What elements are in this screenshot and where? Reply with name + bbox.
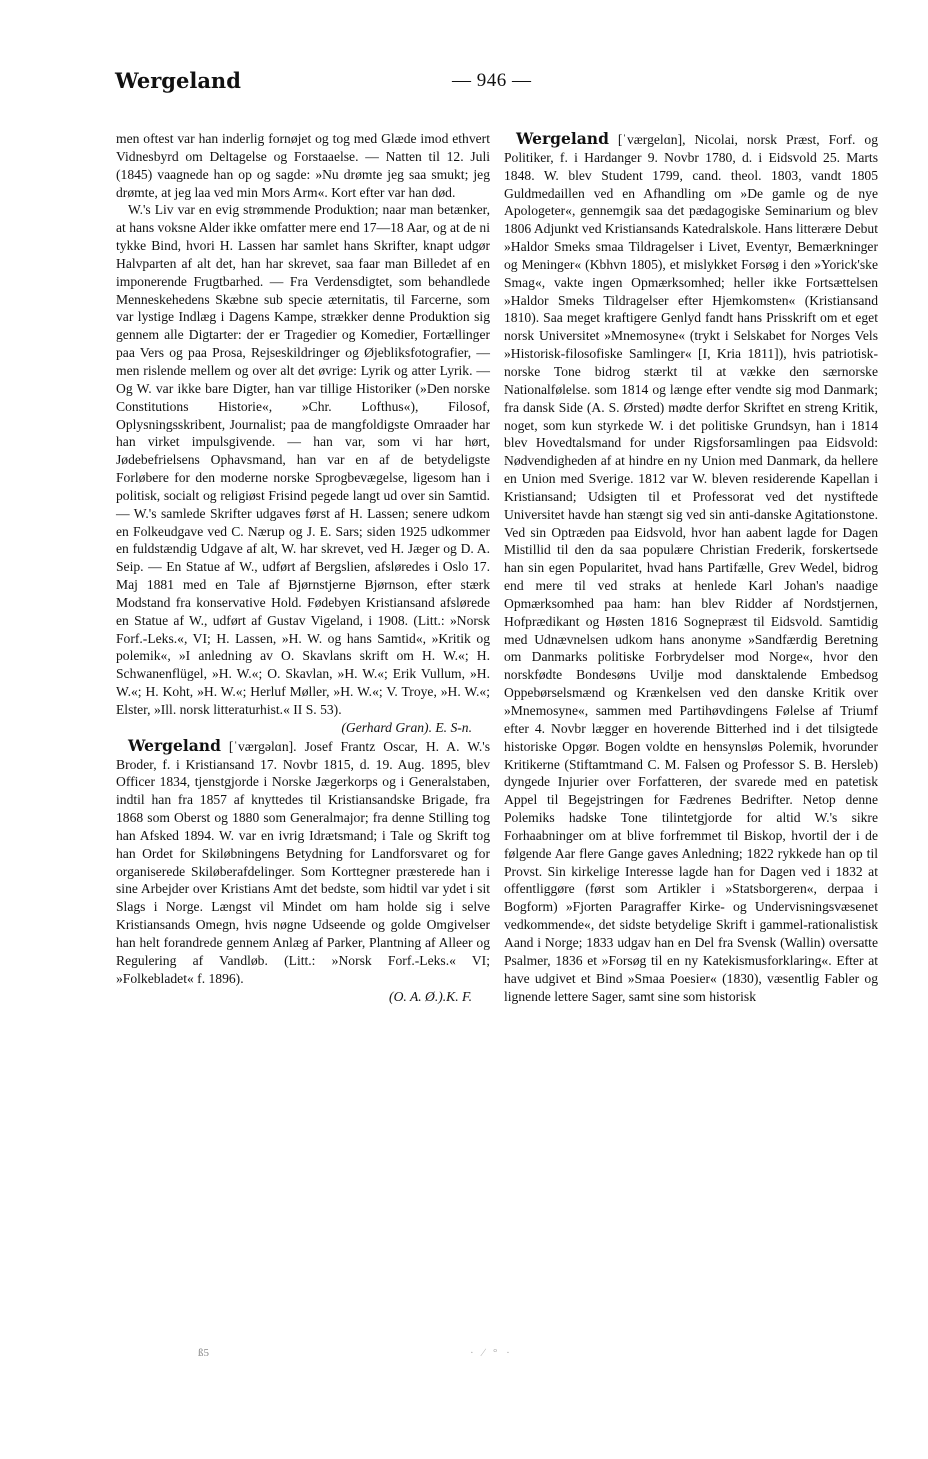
paragraph-continuation: men oftest var han inderlig fornøjet og tog med Glæde imod ethvert Vidnesbyrd om Deltagelse og Forstaaelse. — Natten til 12. Juli (1845) vaagnede han op og sagde: »Nu drømte jeg saa smukt; jeg drømte, at jeg laa ved min Mors Arm«. Kort efter var han død. [116, 131, 490, 200]
running-headword: Wergeland [115, 68, 241, 93]
entry-headword: Wergeland [516, 129, 609, 148]
footer-smudge: · ∕ ° · [470, 1347, 513, 1359]
right-column [504, 130, 878, 1005]
entry-nicolai [504, 130, 878, 1005]
entry-josef-frantz-oscar [116, 737, 490, 988]
entry-headword: Wergeland [128, 735, 221, 755]
left-column [116, 130, 490, 1005]
page-header [0, 68, 928, 100]
author-signature-2: (O. A. Ø.).K. F. [389, 988, 472, 1004]
paragraph-works: W.'s Liv var en evig strømmende Produktion; naar man betænker, at hans voksne Alder ikke omfatter mere end 17—18 Aar, og at de ni tykke Bind, hvori H. Lassen har samlet hans Skrifter, knapt udgør Halvparten af alt det, han har skrevet, saa faar man Billedet af en imponerende Frugtbarhed. — Fra Verdensdigtet, som behandlede Menneskehedens Skæbne sub specie æternitatis, til Farcerne, som var lystige Indlæg i Dagens Kampe, strækker denne Produktion sig gennem alle Digtarter: der er Tragedier og Komedier, Fortællinger paa Vers og paa Prosa, Rejseskildringer og Øjebliksfotografier, — men rislende mellem og over alt det øvrige: Lyrik og atter Lyrik. — Og W. var ikke bare Digter, han var tillige Historiker (»Den norske Constitutions Historie«, »Chr. Lofthus«), Filosof, Oplysningsskribent, Journalist; paa de mangfoldigste Omraader har han virket impulsgivende. — han var, som vi har hørt, Jødebefrielsens Ophavsmand, han var en af de betydeligste Forløbere for den moderne norske Sprogbevægelse, ligesom han i politisk, socialt og religiøst Frisind pegede langt ud over sin Samtid. — W.'s samlede Skrifter udgaves først af H. Lassen; senere udkom en Folkeudgave ved C. Nærup og J. E. Sars; siden 1925 udkommer en fuldstændig Udgave af alt, W. har skrevet, ved H. Jæger og D. A. Seip. — En Statue af W., udført af Bergslien, afsløredes i Oslo 17. Maj 1881 med en Tale af Bjørnstjerne Bjørnson, efter stærk Modstand fra konservative Hold. Fødebyen Kristiansand afslørede en Statue af W., udført af Gustav Vigeland, i 1908. (Litt.: »Norsk Forf.-Leks.«, VI; H. Lassen, »H. W. og hans Samtid«, »Kritik og polemik«, »I anledning av O. Skavlans skrift om H. W.«; H. Schwanenflügel, »H. W.«; O. Skavlan, »H. W.«; Erik Vullum, »H. W.«; H. Koht, »H. W.«; Herluf Møller, »H. W.«; V. Troye, »H. W.«; Elster, »Ill. norsk litteraturhist.« II S. 53). [116, 202, 490, 717]
page-number: — 946 — [452, 70, 532, 91]
entry-body: [ˈværgelɑn], Nicolai, norsk Præst, Forf. og Politiker, f. i Hardanger 9. Novbr 1780, d. i Eidsvold 25. Marts 1848. W. blev Student 1799, cand. theol. 1803, vandt 1805 Guldmedaillen ved en Afhandling om »De gamle og de nye Apologeter«, gennemgik saa det pædagogiske Seminarium og blev 1806 Adjunkt ved Kristiansands Katedralskole. Hans litterære Debut »Haldor Smeks smaa Tildragelser i Livet, Eventyr, Bemærkninger og Meninger« (Kbhvn 1805), et mislykket Forsøg i den »Yorick'ske Smag«, vakte ingen Opmærksomhed; heller ikke Fortsættelsen »Haldor Smeks Tildragelser efter Hjemkomsten« (Kristiansand 1810). Saa meget kraftigere Genlyd fandt hans Prisskrift om et eget norsk Universitet »Mnemosyne« (trykt i Selskabet for Norges Vels »Historisk-filosofiske Samlinger« [I, Kria 1811]), hvis patriotisk-norske Tone bidrog stærkt til at vække den særnorske Nationalfølelse. som 1814 og længe efter vendte sig mod Danmark; fra dansk Side (A. S. Ørsted) mødte derfor Skriftet en streng Kritik, noget, som kun styrkede W. i det politiske Grundsyn, han i 1814 blev Hovedtalsmand for under Rigsforsamlingen paa Eidsvold: Nødvendigheden af at hindre en ny Union med Danmark, da hellere en Union med Sverige. 1812 var W. bleven residerende Kapellan i Kristiansand; Udsigten til et Professorat ved det nystiftede Universitet havde han stængt sig ved sin anti-danske Agitationstone. Ved sin Optræden paa Eidsvold, hvor han aabent lagde for Dagen Mistillid til den da saa populære Christian Frederik, forskertsede han sin egen Popularitet, hvad hans Partifælle, Grev Wedel, bidrog end mere til ved straks at henlede Karl Johan's naadige Opmærksomhed paa ham: han blev Ridder af Nordstjernen, Hofprædikant og Høsten 1816 Sognepræst til Eidsvold. Samtidig med Udnævnelsen udkom hans anonyme »Sandfærdig Beretning om Danmarks politiske Forbrydelser mod Norge«, hvor den norskfødte Bondesøns Uvilje mod dansktalende Embedsog Oppebørselsmænd og Krænkelsen ved den danske Kritik over »Mnemosyne«, sammen med Partihøvdingens Følelse af Triumf efter 4. Novbr lægger en hoverende Bitterhed ind i det tilsigtede historiske Opgør. Bogen voldte en hensynsløs Polemik, hvorunder Kritikerne (Stiftamtmand C. M. Falsen og Professor S. B. Hersleb) dyngede Injurier over Forfatteren, der svarede med en patetisk Appel til Begejstringen for Fædrenes Bedrifter. Netop denne Polemiks hadske Tone tilintetgjorde for altid W.'s sikre Forhaabninger om at blive forfremmet til Biskop, hvortil der i de følgende Aar flere Gange gaves Anledning; 1822 rykkede han op til Provst. Sin kirkelige Interesse lagde han for Dagen ved i 1832 at offentliggøre (først som Artikler i »Statsborgeren«, derpaa i Bogform) »Fjorten Paragraffer Kirke- og Undervisningsvæsenet vedkommende«, det sidste betydelige Skrift i gammel-rationalistisk Aand i Norge; 1833 udgav han en Del fra Svensk (Wallin) oversatte Psalmer, 1836 et »Forsøg til en ny Katekismusforklaring«. Efter at have udgivet et Bind »Smaa Poesier« (1830), væsentlig Fabler og lignende lettere Sager, samt sine som historisk [504, 132, 878, 1004]
footer-mark: ß5 [198, 1347, 209, 1359]
author-signature-1: (Gerhard Gran). E. S-n. [341, 719, 472, 735]
entry-body: [ˈværgəlɑn]. Josef Frantz Oscar, H. A. W.'s Broder, f. i Kristiansand 17. Novbr 1815, d. 19. Aug. 1895, blev Officer 1834, tjenstgjorde i Norske Jægerkorps og i Generalstaben, indtil han fra 1857 af knyttedes til Kristiansandske Brigade, fra 1868 som Oberst og 1880 som Generalmajor; fra denne Stilling tog han Afsked 1894. W. var en ivrig Idrætsmand; i Tale og Skrift tog han Ordet for Skiløbningens Betydning for Landforsvaret og for organiserede Skiløberafdelinger. Som Korttegner præsterede han i sine Arbejder over Kristians Amt det bedste, som hidtil var ydet i sit Slags i Norge. Længst vil Mindet om ham holde sig i selve Kristiansands Omegn, hvis nøgne Udseende og golde Omgivelser han helt forandrede gennem Anlæg af Parker, Plantning af Alleer og Regulering af Vandløb. (Litt.: »Norsk Forf.-Leks.« VI; »Folkebladet« f. 1896). [116, 738, 490, 986]
